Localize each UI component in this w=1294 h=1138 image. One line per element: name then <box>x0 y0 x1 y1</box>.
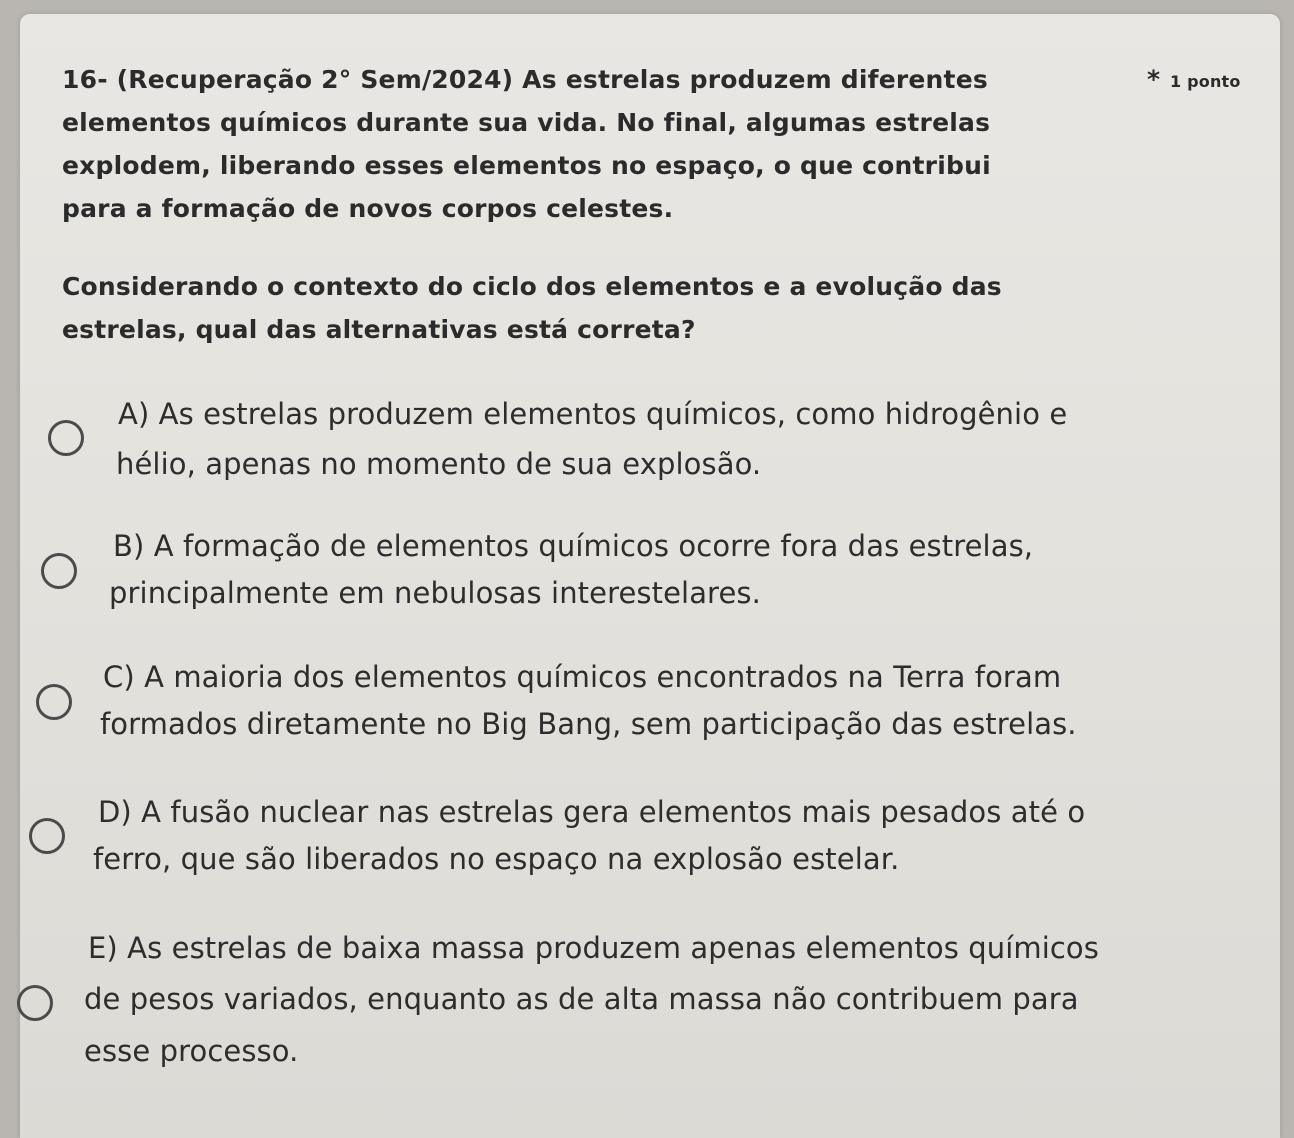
option-c-line-1: C) A maioria dos elementos químicos encontrados na Terra foram <box>103 660 1062 694</box>
question-line-1-text: 16- (Recuperação 2° Sem/2024) As estrelas produzem diferentes <box>62 65 988 94</box>
question-text <box>62 58 1241 230</box>
option-c-line-2: formados diretamente no Big Bang, sem participação das estrelas. <box>100 707 1077 741</box>
question-line-3: explodem, liberando esses elementos no espaço, o que contribui <box>62 151 991 180</box>
option-b-line-2: principalmente em nebulosas interestelares. <box>109 576 761 610</box>
radio-option-e[interactable] <box>17 985 53 1021</box>
question-line-4: para a formação de novos corpos celestes. <box>62 194 674 223</box>
prompt-line-2: estrelas, qual das alternativas está correta? <box>62 315 696 344</box>
option-b-line-1: B) A formação de elementos químicos ocorre fora das estrelas, <box>113 529 1034 563</box>
option-e-line-2: de pesos variados, enquanto as de alta massa não contribuem para <box>84 982 1079 1016</box>
radio-option-b[interactable] <box>41 553 77 589</box>
radio-option-d[interactable] <box>29 818 65 854</box>
prompt-line-1: Considerando o contexto do ciclo dos elementos e a evolução das <box>62 272 1002 301</box>
option-d-line-2: ferro, que são liberados no espaço na explosão estelar. <box>93 842 900 876</box>
required-asterisk: * <box>1147 65 1161 94</box>
question-prompt <box>62 265 1232 351</box>
option-d-line-1: D) A fusão nuclear nas estrelas gera elementos mais pesados até o <box>98 795 1086 829</box>
option-e-line-1: E) As estrelas de baixa massa produzem apenas elementos químicos <box>88 931 1099 965</box>
question-line-1 <box>62 58 1241 101</box>
points-label: 1 ponto <box>1170 72 1241 91</box>
option-a-line-2: hélio, apenas no momento de sua explosão. <box>116 447 762 481</box>
option-e-line-3: esse processo. <box>84 1034 299 1068</box>
option-a-line-1: A) As estrelas produzem elementos químicos, como hidrogênio e <box>118 397 1068 431</box>
radio-option-c[interactable] <box>36 684 72 720</box>
question-line-2: elementos químicos durante sua vida. No final, algumas estrelas <box>62 108 991 137</box>
radio-option-a[interactable] <box>48 420 84 456</box>
